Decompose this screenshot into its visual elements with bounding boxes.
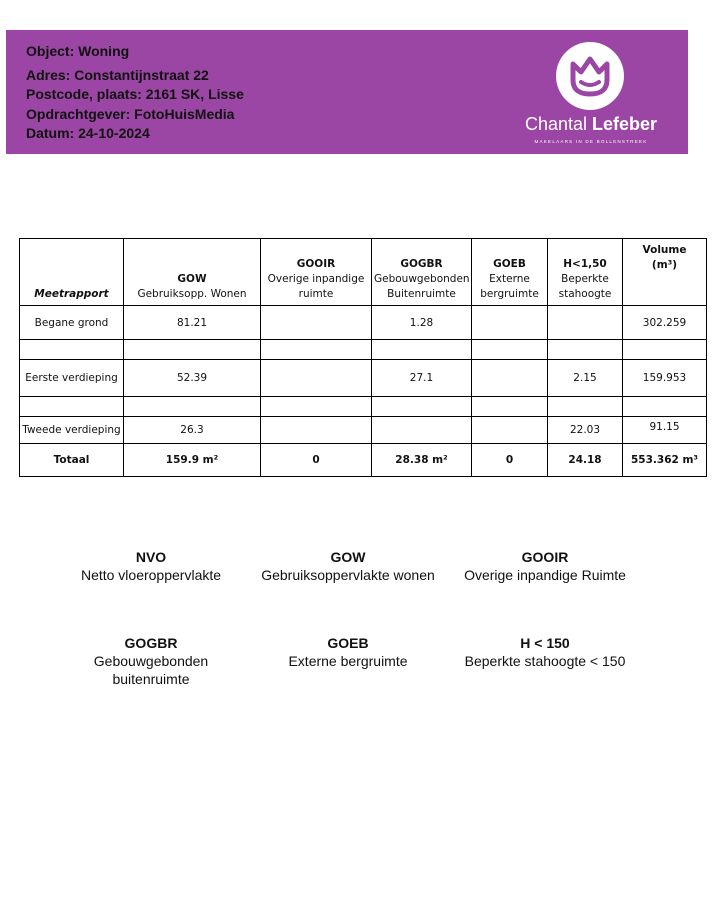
row-label: Begane grond (20, 306, 124, 340)
cell-goeb (472, 360, 548, 397)
row-label: Tweede verdieping (20, 417, 124, 444)
total-gogbr: 28.38 m² (372, 444, 472, 477)
column-header-gow: GOW Gebruiksopp. Wonen (124, 239, 261, 306)
cell-gooir (261, 306, 372, 340)
date-line: Datum: 24-10-2024 (26, 125, 150, 141)
total-goeb: 0 (472, 444, 548, 477)
column-header-volume: Volume (m³) (623, 239, 707, 306)
cell-gow: 81.21 (124, 306, 261, 340)
cell-gooir (261, 360, 372, 397)
cell-goeb (472, 306, 548, 340)
measurement-table (19, 238, 707, 477)
legend-item-gogbr: GOGBR Gebouwgebonden buitenruimte (93, 635, 209, 687)
column-header-goeb: GOEB Externe bergruimte (472, 239, 548, 306)
row-label: Eerste verdieping (20, 360, 124, 397)
address-line: Adres: Constantijnstraat 22 (26, 66, 209, 83)
total-label: Totaal (20, 444, 124, 477)
legend-item-gooir: GOOIR Overige inpandige Ruimte (464, 549, 626, 583)
table-header-row (20, 239, 707, 306)
cell-h150: 2.15 (548, 360, 623, 397)
column-header-gooir: GOOIR Overige inpandige ruimte (261, 239, 372, 306)
total-gow: 159.9 m² (124, 444, 261, 477)
cell-volume: 159.953 (623, 360, 707, 397)
header-info (26, 42, 244, 144)
total-gooir: 0 (261, 444, 372, 477)
cell-gooir (261, 417, 372, 444)
cell-gogbr: 1.28 (372, 306, 472, 340)
legend-item-nvo: NVO Netto vloeroppervlakte (80, 549, 222, 583)
legend-item-h150: H < 150 Beperkte stahoogte < 150 (464, 635, 626, 669)
logo-wordmark: Chantal Lefeber (524, 114, 658, 134)
cell-gow: 26.3 (124, 417, 261, 444)
total-row (20, 444, 707, 477)
object-line: Object: Woning (26, 43, 130, 59)
tulip-logo-icon (556, 42, 624, 110)
cell-h150 (548, 306, 623, 340)
legend-item-gow: GOW Gebruiksoppervlakte wonen (261, 549, 435, 583)
cell-volume: 91.15 (623, 417, 707, 444)
cell-volume: 302.259 (623, 306, 707, 340)
legend-item-goeb: GOEB Externe bergruimte (288, 635, 408, 669)
column-header-gogbr: GOGBR Gebouwgebonden Buitenruimte (372, 239, 472, 306)
client-line: Opdrachtgever: FotoHuisMedia (26, 105, 235, 122)
row-header-cell: Meetrapport (20, 239, 124, 306)
total-volume: 553.362 m³ (623, 444, 707, 477)
cell-gow: 52.39 (124, 360, 261, 397)
postcode-line: Postcode, plaats: 2161 SK, Lisse (26, 86, 244, 102)
company-logo (516, 40, 666, 150)
spacer-row (20, 397, 707, 417)
logo-tagline: MAKELAARS IN DE BOLLENSTREEK (534, 139, 648, 144)
cell-h150: 22.03 (548, 417, 623, 444)
table-row (20, 360, 707, 397)
total-h150: 24.18 (548, 444, 623, 477)
spacer-row (20, 340, 707, 360)
cell-gogbr (372, 417, 472, 444)
column-header-h150: H<1,50 Beperkte stahoogte (548, 239, 623, 306)
cell-gogbr: 27.1 (372, 360, 472, 397)
cell-goeb (472, 417, 548, 444)
table-row (20, 306, 707, 340)
table-row (20, 417, 707, 444)
header-banner (6, 30, 688, 154)
